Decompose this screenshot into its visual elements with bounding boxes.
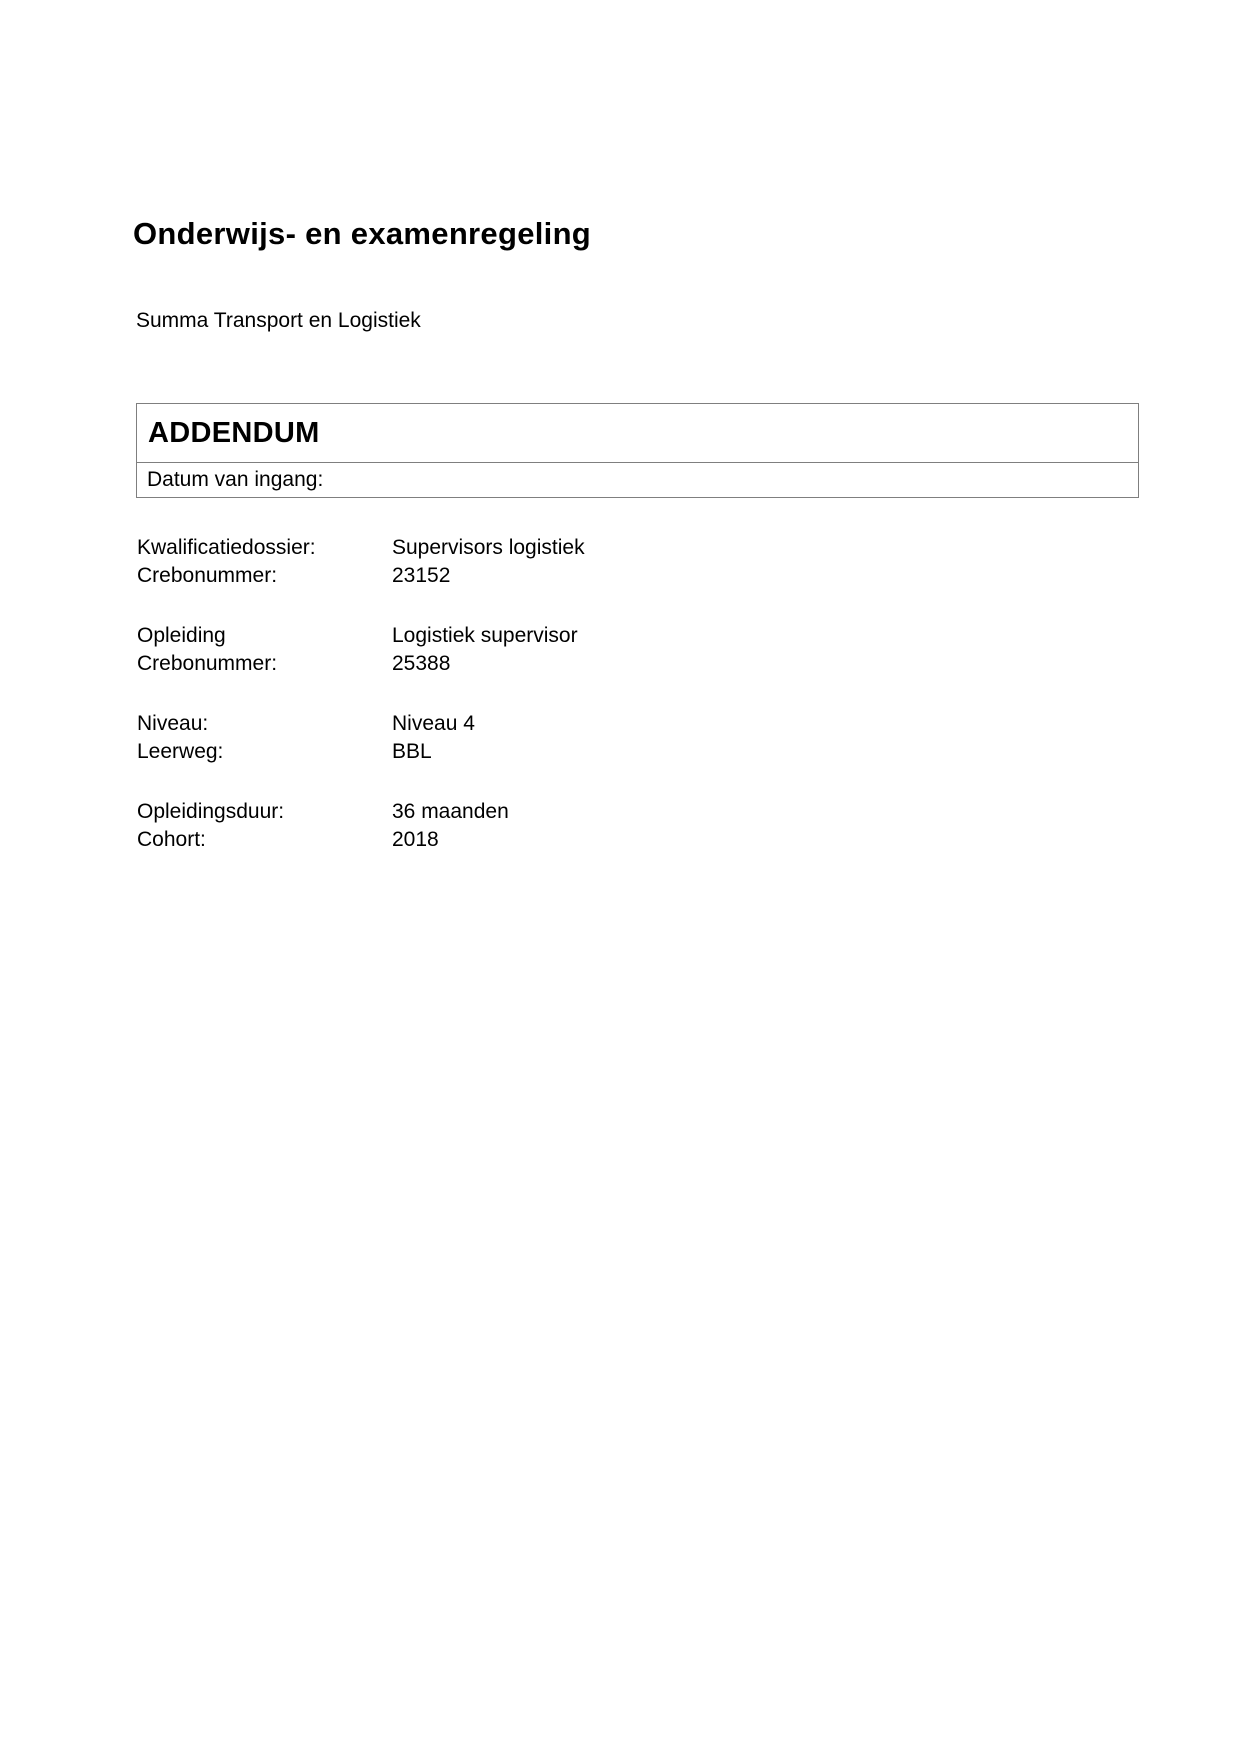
info-group-opleiding (137, 622, 585, 678)
info-value: 25388 (392, 652, 451, 675)
info-row (137, 798, 585, 826)
info-row (137, 710, 585, 738)
info-row (137, 534, 585, 562)
addendum-box (136, 403, 1139, 498)
info-value: BBL (392, 740, 432, 763)
info-label: Niveau: (137, 712, 209, 735)
document-subtitle: Summa Transport en Logistiek (136, 309, 421, 332)
info-label: Leerweg: (137, 740, 224, 763)
info-value: 2018 (392, 828, 439, 851)
info-row (137, 650, 585, 678)
info-row (137, 562, 585, 590)
info-value: Supervisors logistiek (392, 536, 585, 559)
addendum-heading: ADDENDUM (148, 416, 320, 449)
info-label: Opleiding (137, 624, 226, 647)
info-row (137, 826, 585, 854)
info-group-opleidingsduur-cohort (137, 798, 585, 854)
info-value: 23152 (392, 564, 451, 587)
addendum-date-row (137, 462, 1138, 497)
info-label: Cohort: (137, 828, 206, 851)
info-value: Niveau 4 (392, 712, 475, 735)
info-block (137, 534, 585, 886)
info-group-niveau-leerweg (137, 710, 585, 766)
info-label: Crebonummer: (137, 652, 278, 675)
info-row (137, 622, 585, 650)
info-label: Crebonummer: (137, 564, 278, 587)
info-group-kwalificatiedossier (137, 534, 585, 590)
document-title: Onderwijs- en examenregeling (133, 216, 592, 251)
info-row (137, 738, 585, 766)
info-value: 36 maanden (392, 800, 509, 823)
info-value: Logistiek supervisor (392, 624, 578, 647)
addendum-date-label: Datum van ingang: (147, 468, 324, 491)
info-label: Kwalificatiedossier: (137, 536, 316, 559)
info-label: Opleidingsduur: (137, 800, 285, 823)
